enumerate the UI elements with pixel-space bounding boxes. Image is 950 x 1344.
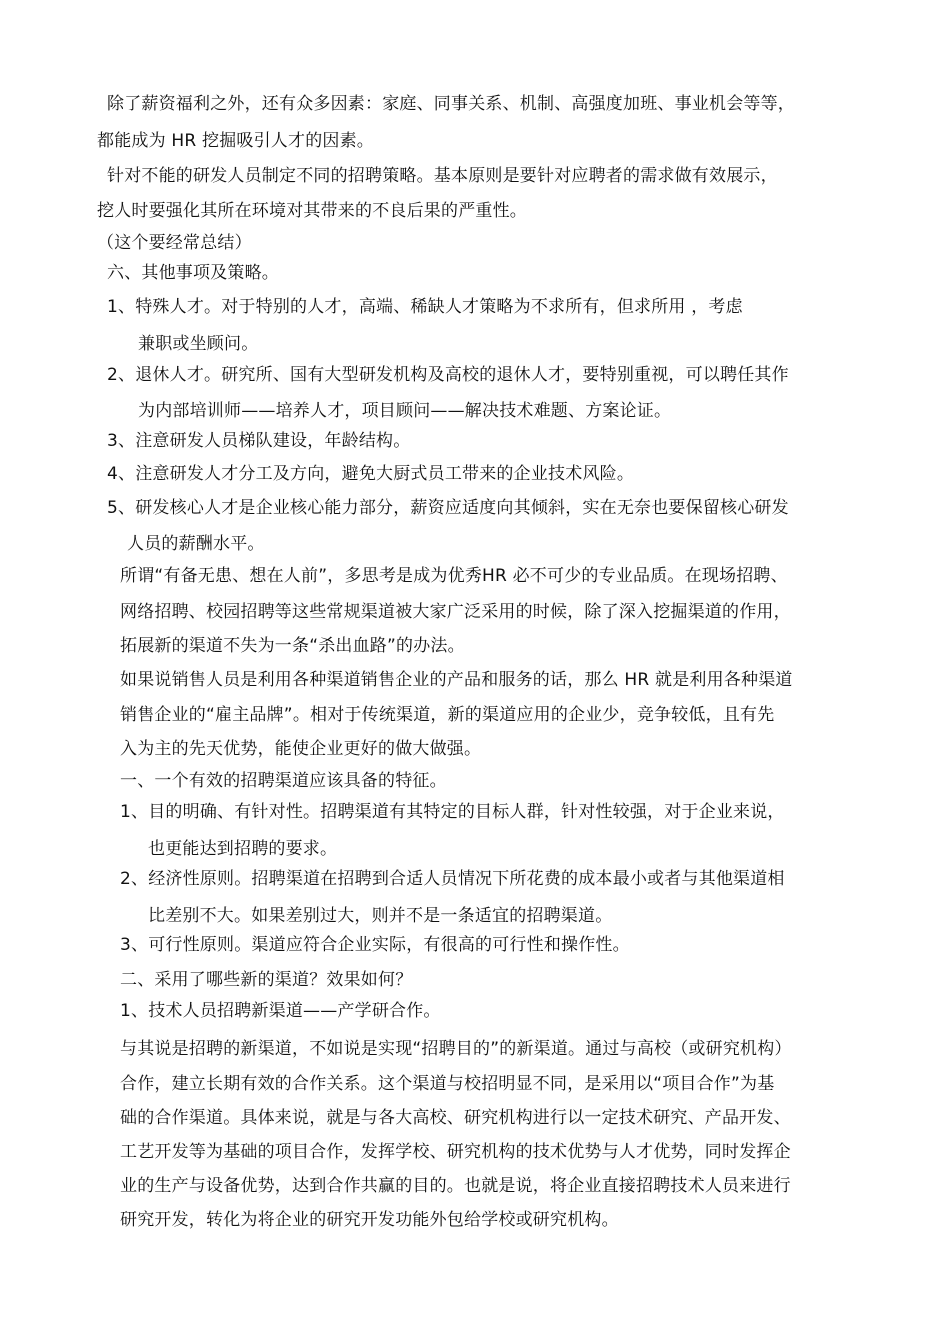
paragraph-line: 础的合作渠道。具体来说，就是与各大高校、研究机构进行以一定技术研究、产品开发、 [120, 1108, 791, 1128]
paragraph-line: （这个要经常总结） [97, 233, 252, 253]
list-item: 2、经济性原则。招聘渠道在招聘到合适人员情况下所花费的成本最小或者与其他渠道相 [120, 869, 785, 889]
list-item-continuation: 兼职或坐顾问。 [138, 334, 259, 354]
section-heading: 二、采用了哪些新的渠道？效果如何？ [120, 970, 413, 990]
paragraph-line: 拓展新的渠道不失为一条“杀出血路”的办法。 [120, 636, 465, 656]
list-item-continuation: 人员的薪酬水平。 [127, 534, 265, 554]
paragraph-line: 除了薪资福利之外，还有众多因素：家庭、同事关系、机制、高强度加班、事业机会等等， [107, 94, 795, 114]
list-item: 3、可行性原则。渠道应符合企业实际，有很高的可行性和操作性。 [120, 935, 630, 955]
paragraph-line: 网络招聘、校园招聘等这些常规渠道被大家广泛采用的时候，除了深入挖掘渠道的作用， [120, 602, 791, 622]
section-heading: 六、其他事项及策略。 [107, 263, 279, 283]
list-item: 2、退休人才。研究所、国有大型研发机构及高校的退休人才，要特别重视，可以聘任其作 [107, 365, 789, 385]
list-item-continuation: 为内部培训师——培养人才，项目顾问——解决技术难题、方案论证。 [138, 401, 672, 421]
paragraph-line: 入为主的先天优势，能使企业更好的做大做强。 [120, 739, 482, 759]
list-item: 1、特殊人才。对于特别的人才，高端、稀缺人才策略为不求所有，但求所用 ，考虑 [107, 297, 743, 317]
paragraph-line: 合作，建立长期有效的合作关系。这个渠道与校招明显不同，是采用以“项目合作”为基 [120, 1074, 775, 1094]
list-item-continuation: 也更能达到招聘的要求。 [148, 839, 338, 859]
paragraph-line: 针对不能的研发人员制定不同的招聘策略。基本原则是要针对应聘者的需求做有效展示， [107, 166, 778, 186]
paragraph-line: 如果说销售人员是利用各种渠道销售企业的产品和服务的话，那么 HR 就是利用各种渠道 [120, 670, 793, 690]
list-item: 5、研发核心人才是企业核心能力部分，薪资应适度向其倾斜，实在无奈也要保留核心研发 [107, 498, 789, 518]
list-item: 3、注意研发人员梯队建设，年龄结构。 [107, 431, 411, 451]
list-item: 4、注意研发人才分工及方向，避免大厨式员工带来的企业技术风险。 [107, 464, 635, 484]
paragraph-line: 工艺开发等为基础的项目合作，发挥学校、研究机构的技术优势与人才优势，同时发挥企 [120, 1142, 791, 1162]
paragraph-line: 销售企业的“雇主品牌”。相对于传统渠道，新的渠道应用的企业少，竞争较低，且有先 [120, 705, 775, 725]
list-item-continuation: 比差别不大。如果差别过大，则并不是一条适宜的招聘渠道。 [148, 906, 613, 926]
list-item: 1、目的明确、有针对性。招聘渠道有其特定的目标人群，针对性较强，对于企业来说， [120, 802, 785, 822]
paragraph-line: 研究开发，转化为将企业的研究开发功能外包给学校或研究机构。 [120, 1210, 619, 1230]
paragraph-line: 与其说是招聘的新渠道，不如说是实现“招聘目的”的新渠道。通过与高校（或研究机构） [120, 1039, 792, 1059]
paragraph-line: 业的生产与设备优势，达到合作共赢的目的。也就是说，将企业直接招聘技术人员来进行 [120, 1176, 791, 1196]
list-item: 1、技术人员招聘新渠道——产学研合作。 [120, 1001, 441, 1021]
paragraph-line: 所谓“有备无患、想在人前”，多思考是成为优秀HR 必不可少的专业品质。在现场招聘、 [120, 566, 788, 586]
paragraph-line: 挖人时要强化其所在环境对其带来的不良后果的严重性。 [97, 201, 527, 221]
paragraph-line: 都能成为 HR 挖掘吸引人才的因素。 [97, 131, 375, 151]
section-heading: 一、一个有效的招聘渠道应该具备的特征。 [120, 771, 447, 791]
